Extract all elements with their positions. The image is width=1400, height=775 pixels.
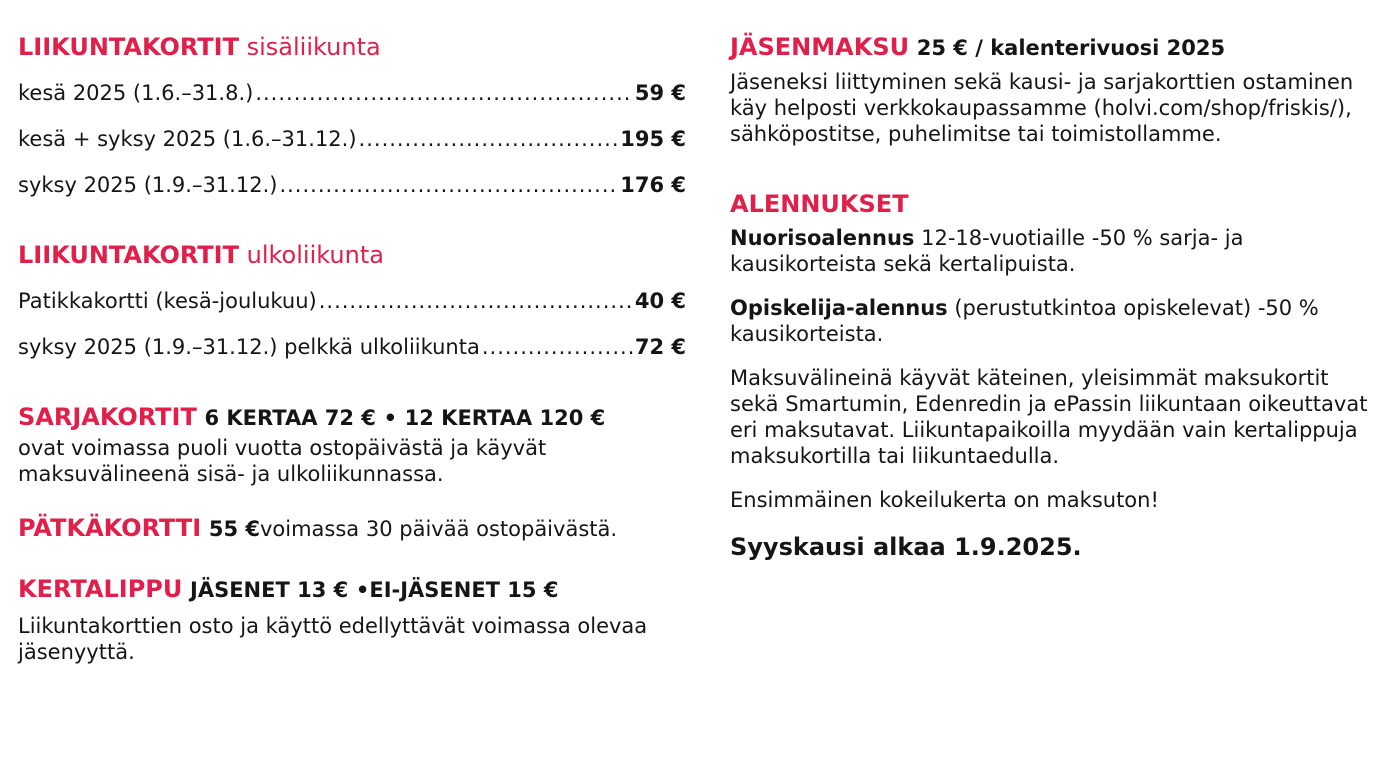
series-cards-title: SARJAKORTIT	[18, 403, 197, 431]
single-ticket-nonmembers: EI-JÄSENET 15 €	[369, 578, 559, 602]
outdoor-cards-section	[18, 238, 686, 370]
price-row	[18, 324, 686, 370]
membership-fee-title: JÄSENMAKSU	[730, 33, 910, 61]
membership-requirement-note: Liikuntakorttien osto ja käyttö edellyttävät voimassa olevaa jäsenyyttä.	[18, 614, 648, 664]
youth-discount-detail: 12-18-vuotiaille -50 % sarja- ja kausikorteista sekä kertalipuista.	[730, 226, 1244, 276]
student-discount-detail: (perustutkintoa opiskelevat) -50 % kausikorteista.	[730, 296, 1319, 346]
membership-fee-section	[730, 30, 1380, 147]
indoor-cards-heading	[18, 30, 686, 64]
youth-discount-label: Nuorisoalennus	[730, 226, 915, 250]
single-ticket-members: JÄSENET 13 €	[190, 578, 349, 602]
leader-dots	[319, 278, 633, 324]
short-card-title: PÄTKÄKORTTI	[18, 514, 202, 542]
payment-methods-text: Maksuvälineinä käyvät käteinen, yleisimmät maksukortit sekä Smartumin, Edenredin ja ePassin liikuntaan oikeuttavat eri maksutavat. Liikuntapaikoilla myydään vain kertalippuja maksukortilla tai liikuntaedulla.	[730, 366, 1368, 468]
indoor-cards-section	[18, 30, 686, 208]
short-card-price: 55 €	[208, 517, 260, 541]
price-label: kesä 2025 (1.6.–31.8.)	[18, 81, 254, 105]
student-discount-text	[730, 295, 1380, 347]
single-ticket-heading	[18, 572, 686, 607]
price-label: syksy 2025 (1.9.–31.12.) pelkkä ulkoliikunta	[18, 335, 480, 359]
membership-fee-description: Jäseneksi liittyminen sekä kausi- ja sarjakorttien ostaminen käy helposti verkkokaupassamme (holvi.com/shop/friskis/), sähköpostitse, puhelimitse tai toimistollamme.	[730, 70, 1354, 146]
price-value: 195 €	[620, 127, 686, 151]
price-row	[18, 162, 686, 208]
price-row	[18, 70, 686, 116]
leader-dots	[279, 162, 618, 208]
outdoor-cards-title: LIIKUNTAKORTIT	[18, 241, 239, 269]
price-value: 72 €	[634, 335, 686, 359]
discounts-heading	[730, 187, 1380, 221]
bullet-separator: •	[355, 578, 370, 602]
price-value: 176 €	[620, 173, 686, 197]
leader-dots	[359, 116, 619, 162]
discounts-title: ALENNUKSET	[730, 190, 909, 218]
membership-fee-amount: 25 € / kalenterivuosi 2025	[916, 36, 1226, 60]
free-trial-text: Ensimmäinen kokeilukerta on maksuton!	[730, 488, 1159, 512]
series-cards-description: ovat voimassa puoli vuotta ostopäivästä ja käyvät maksuvälineenä sisä- ja ulkoliikunnassa.	[18, 436, 547, 486]
series-option-12: 12 KERTAA 120 €	[404, 406, 606, 430]
outdoor-cards-subtitle: ulkoliikunta	[246, 241, 384, 269]
series-option-6: 6 KERTAA 72 €	[204, 406, 376, 430]
right-column	[730, 30, 1380, 563]
price-value: 40 €	[634, 289, 686, 313]
price-value: 59 €	[634, 81, 686, 105]
single-ticket-section	[18, 572, 686, 665]
series-cards-section	[18, 400, 686, 487]
leader-dots	[482, 324, 633, 370]
price-row	[18, 278, 686, 324]
season-start-text: Syyskausi alkaa 1.9.2025.	[730, 533, 1082, 561]
series-cards-heading	[18, 400, 686, 435]
short-card-description: voimassa 30 päivää ostopäivästä.	[259, 517, 618, 541]
bullet-separator: •	[383, 406, 397, 430]
indoor-cards-subtitle: sisäliikunta	[246, 33, 381, 61]
price-row	[18, 116, 686, 162]
price-label: kesä + syksy 2025 (1.6.–31.12.)	[18, 127, 357, 151]
price-label: syksy 2025 (1.9.–31.12.)	[18, 173, 278, 197]
short-card-section	[18, 511, 686, 546]
youth-discount-text	[730, 225, 1380, 277]
price-label: Patikkakortti (kesä-joulukuu)	[18, 289, 317, 313]
short-card-heading	[18, 511, 686, 546]
outdoor-cards-heading	[18, 238, 686, 272]
indoor-cards-title: LIIKUNTAKORTIT	[18, 33, 239, 61]
left-column	[18, 30, 686, 665]
student-discount-label: Opiskelija-alennus	[730, 296, 948, 320]
leader-dots	[255, 70, 633, 116]
membership-fee-heading	[730, 30, 1380, 65]
discounts-section	[730, 187, 1380, 563]
single-ticket-title: KERTALIPPU	[18, 575, 183, 603]
